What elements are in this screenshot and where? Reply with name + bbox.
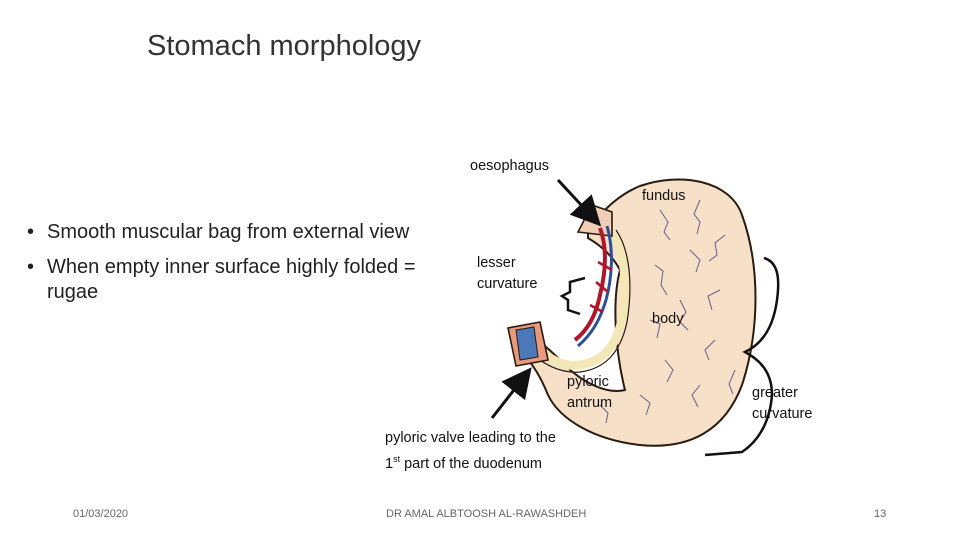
duodenum-lumen xyxy=(516,327,538,360)
label-valve-prefix: 1 xyxy=(385,455,394,472)
label-valve-suffix: part of the duodenum xyxy=(400,455,542,472)
lesser-curvature-bracket xyxy=(562,278,585,314)
label-pyloric-line1: pyloric xyxy=(567,374,609,390)
bullet-dot-icon: • xyxy=(27,221,35,243)
label-lesser-curvature xyxy=(477,253,537,295)
footer-author: DR AMAL ALBTOOSH AL-RAWASHDEH xyxy=(386,508,587,520)
label-valve-line1: pyloric valve leading to the xyxy=(385,430,556,446)
footer-page-number: 13 xyxy=(874,508,887,520)
label-valve-sup: st xyxy=(393,454,401,464)
footer-date: 01/03/2020 xyxy=(73,508,129,520)
label-valve-line2 xyxy=(385,449,556,475)
label-lesser-line1: lesser xyxy=(477,255,516,271)
oesophagus-arrow xyxy=(558,180,597,222)
label-body: body xyxy=(652,311,684,327)
label-lesser-line2: curvature xyxy=(477,276,538,292)
stomach-outline xyxy=(512,179,756,445)
label-greater-curvature xyxy=(752,383,812,425)
label-greater-line1: greater xyxy=(752,385,798,401)
label-pyloric-valve xyxy=(385,428,556,475)
label-greater-line2: curvature xyxy=(752,406,813,422)
bullet-text: When empty inner surface highly folded = rugae xyxy=(47,256,416,303)
bullet-text: Smooth muscular bag from external view xyxy=(47,221,410,243)
bullet-dot-icon: • xyxy=(27,256,35,278)
slide-title: Stomach morphology xyxy=(147,30,422,62)
label-pyloric-line2: antrum xyxy=(567,395,613,411)
label-fundus: fundus xyxy=(642,188,686,204)
pyloric-valve-arrow xyxy=(492,372,528,418)
label-oesophagus: oesophagus xyxy=(470,158,550,174)
label-pyloric-antrum xyxy=(567,372,612,414)
